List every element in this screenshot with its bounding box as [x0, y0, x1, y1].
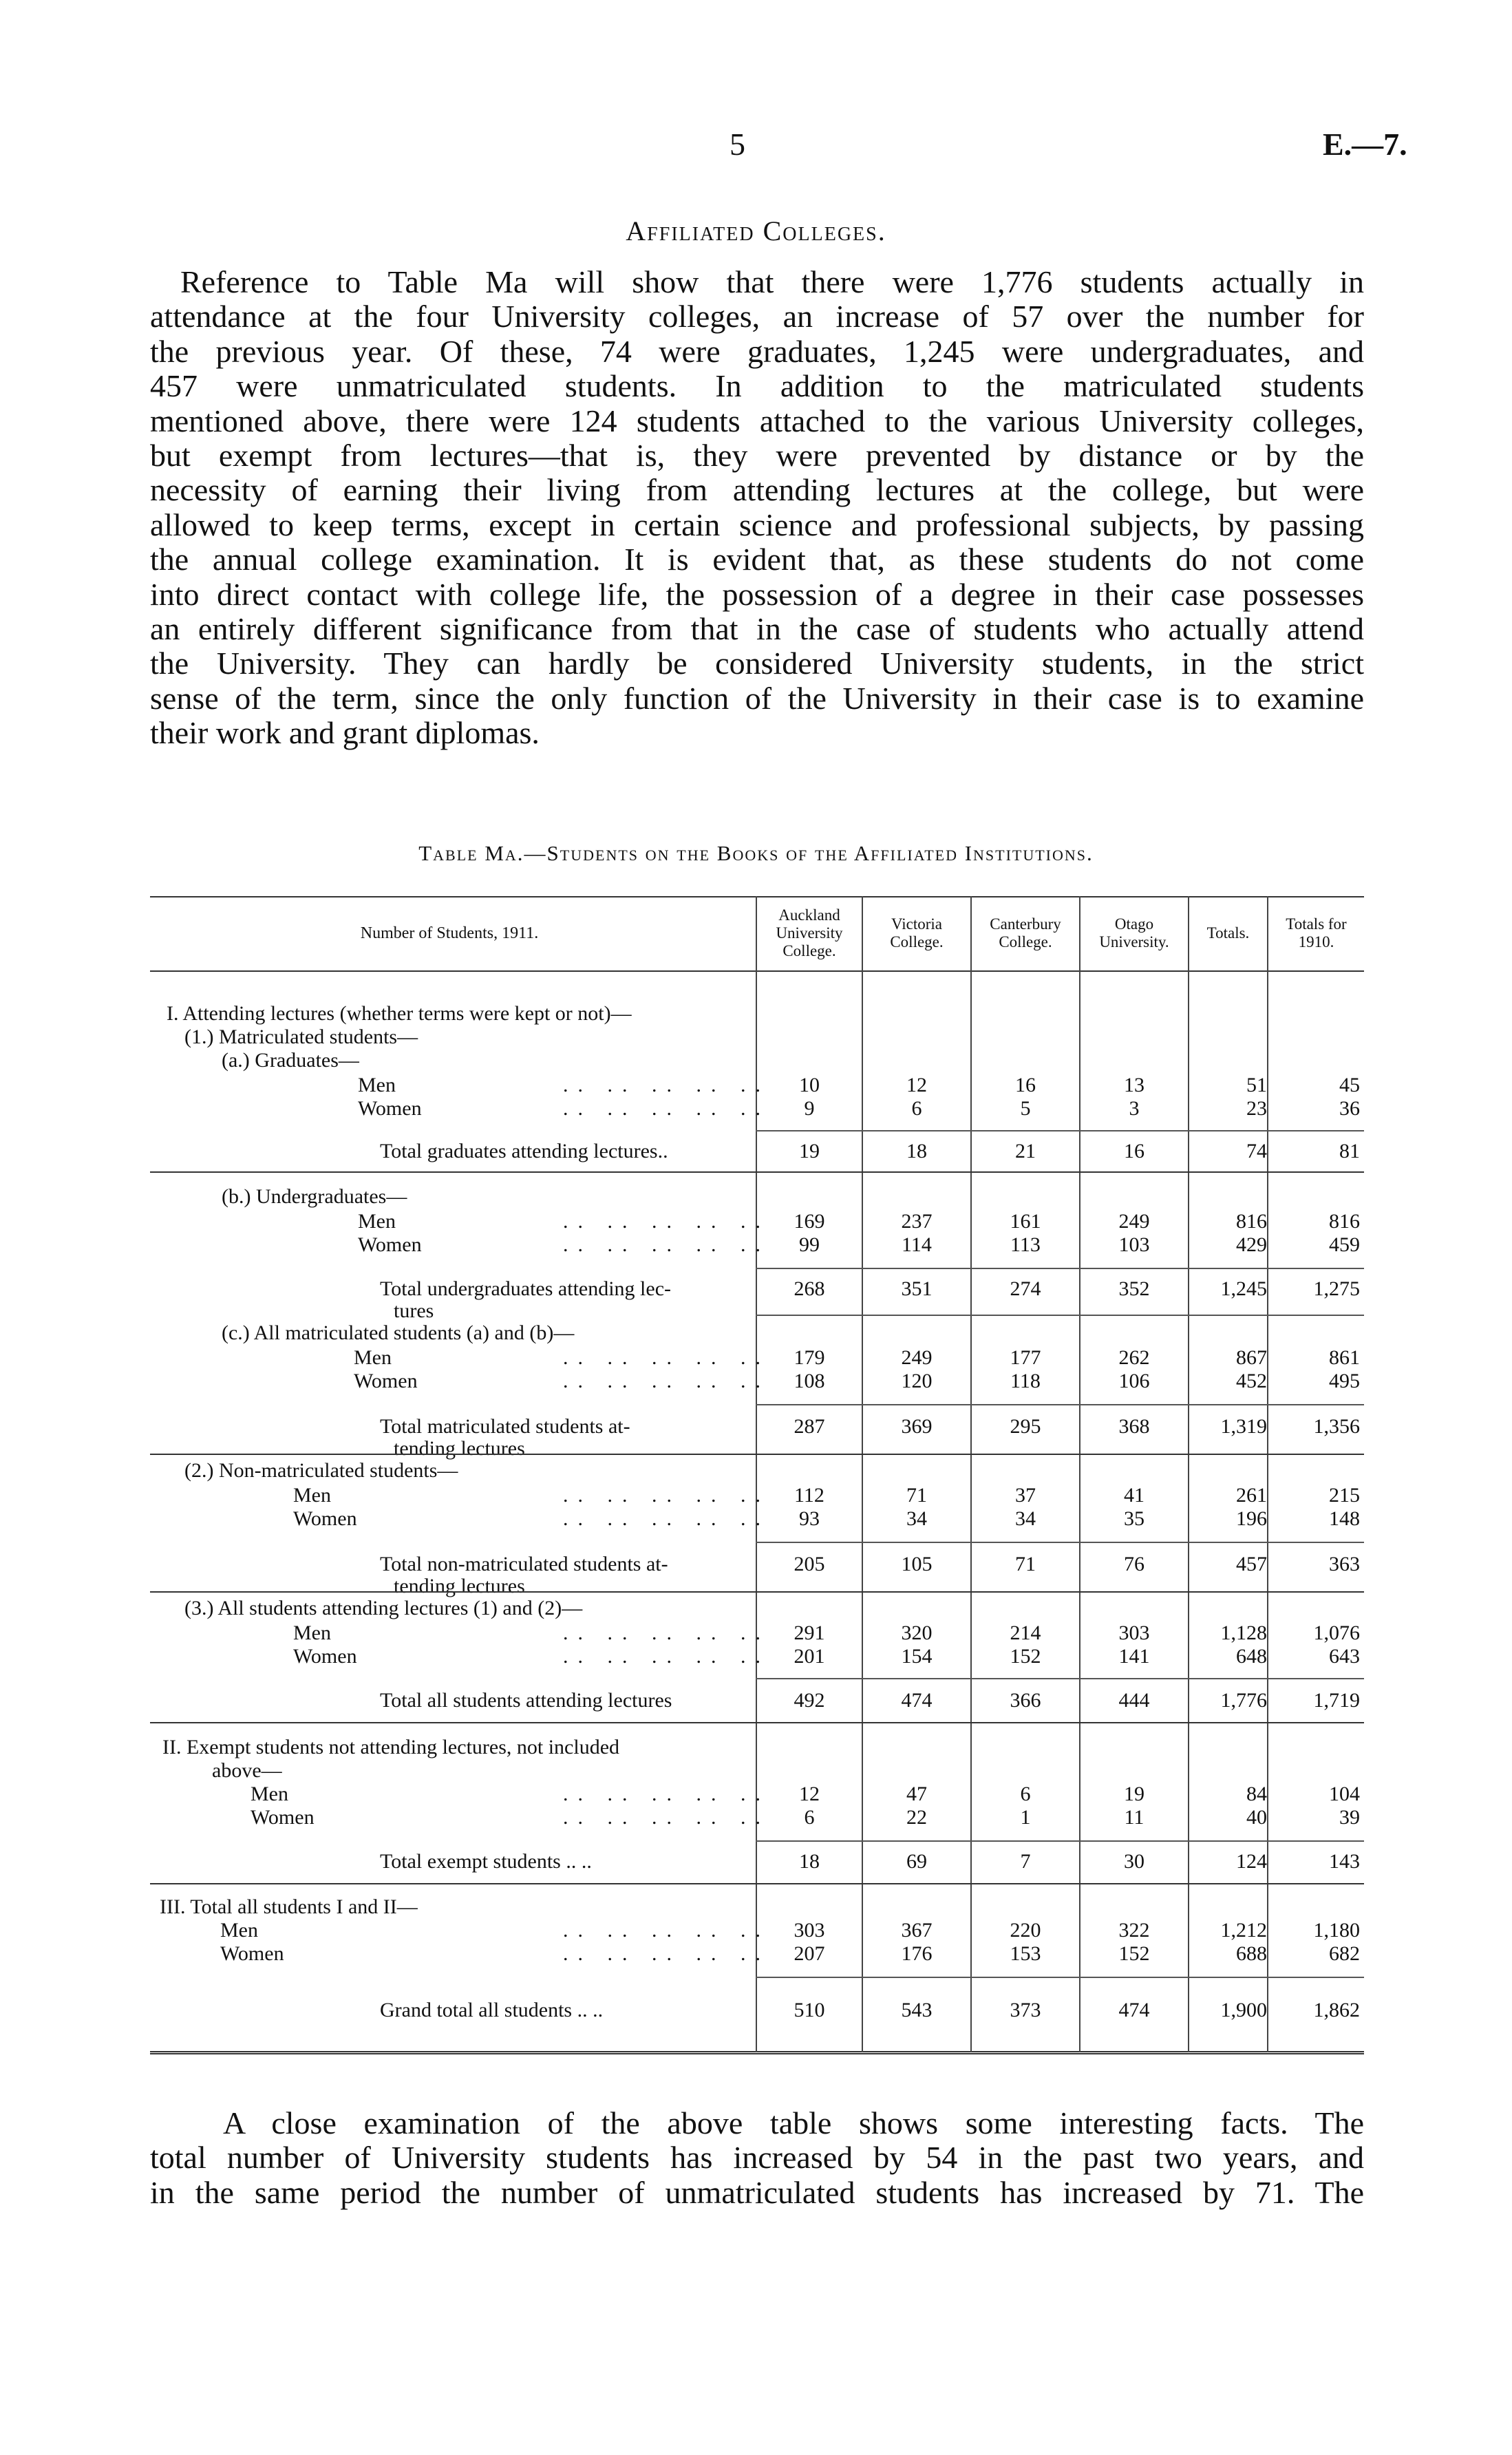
leader-dots: .. .. .. .. ..: [563, 1097, 770, 1120]
intro-line: 457 were unmatriculated students. In addition to the matriculated students: [150, 368, 1364, 404]
col-header-victoria: Victoria College.: [890, 915, 944, 950]
cell: 367: [901, 1919, 933, 1942]
cell: 369: [901, 1415, 933, 1438]
cell: 120: [901, 1370, 933, 1392]
section-label: (1.) Matriculated students—: [184, 1025, 418, 1048]
cell: 169: [794, 1210, 825, 1233]
cell: 1,212: [1220, 1919, 1267, 1942]
row-label: Men: [358, 1210, 396, 1233]
cell: 1,245: [1220, 1277, 1267, 1300]
cell: 105: [901, 1553, 933, 1575]
cell: 19: [1124, 1783, 1144, 1805]
row-label: Men: [293, 1484, 331, 1507]
cell: 474: [1118, 1999, 1150, 2021]
intro-line: their work and grant diplomas.: [150, 715, 540, 751]
cell: 303: [794, 1919, 825, 1942]
cell: 205: [794, 1553, 825, 1575]
row-label: Total non-matriculated students at-: [380, 1553, 668, 1575]
col-header-totals: Totals.: [1206, 924, 1250, 942]
cell: 35: [1124, 1507, 1144, 1530]
table-row: [150, 1074, 1364, 1097]
row-label-continued: tending lectures: [394, 1437, 525, 1460]
section-label: II. Exempt students not attending lectures, not included: [162, 1736, 620, 1758]
cell: 287: [794, 1415, 825, 1438]
cell: 74: [1246, 1140, 1267, 1162]
subtotal-rule: [756, 1840, 1364, 1842]
leader-dots: .. .. .. .. ..: [563, 1233, 770, 1256]
cell: 99: [799, 1233, 820, 1256]
leader-dots: .. .. .. .. ..: [563, 1507, 770, 1530]
table-row: [150, 1553, 1364, 1576]
subtotal-rule: [756, 1404, 1364, 1405]
cell: 152: [1010, 1645, 1041, 1668]
cell: 177: [1010, 1346, 1041, 1369]
cell: 6: [1020, 1783, 1031, 1805]
cell: 18: [906, 1140, 927, 1162]
row-label: Women: [358, 1233, 422, 1256]
table-row: [150, 1370, 1364, 1393]
col-header-canterbury: Canterbury College.: [990, 915, 1061, 950]
section-heading: Affiliated Colleges.: [626, 215, 886, 246]
cell: 153: [1010, 1942, 1041, 1965]
row-label: Women: [358, 1097, 422, 1120]
cell: 41: [1124, 1484, 1144, 1507]
cell: 237: [901, 1210, 933, 1233]
cell: 23: [1246, 1097, 1267, 1120]
cell: 351: [901, 1277, 933, 1300]
cell: 543: [901, 1999, 933, 2021]
outro-line: total number of University students has increased by 54 in the past two years, and: [150, 2140, 1364, 2176]
cell: 291: [794, 1622, 825, 1644]
cell: 39: [1339, 1806, 1360, 1829]
cell: 161: [1010, 1210, 1041, 1233]
intro-line: attendance at the four University colleges, an increase of 57 over the number for: [150, 299, 1364, 334]
col-header-otago: Otago University.: [1099, 915, 1169, 950]
cell: 688: [1236, 1942, 1267, 1965]
cell: 143: [1329, 1850, 1360, 1873]
intro-paragraph: [150, 265, 1364, 750]
cell: 366: [1010, 1689, 1041, 1712]
document-reference: E.—7.: [1323, 127, 1407, 162]
row-rule: [150, 1722, 1364, 1723]
cell: 47: [906, 1783, 927, 1805]
cell: 5: [1020, 1097, 1031, 1120]
cell: 363: [1329, 1553, 1360, 1575]
cell: 1,862: [1313, 1999, 1360, 2021]
cell: 106: [1118, 1370, 1150, 1392]
subtotal-rule: [756, 1268, 1364, 1269]
cell: 108: [794, 1370, 825, 1392]
cell: 10: [799, 1074, 820, 1096]
intro-line: necessity of earning their living from attending lectures at the college, but were: [150, 472, 1364, 508]
column-divider: [1267, 896, 1268, 2052]
column-divider: [862, 896, 863, 2052]
table-row: [150, 1415, 1364, 1438]
cell: 84: [1246, 1783, 1267, 1805]
section-label: I. Attending lectures (whether terms were kept or not)—: [167, 1002, 632, 1025]
intro-line: Reference to Table Ma will show that there were 1,776 students actually in: [180, 264, 1364, 299]
cell: 495: [1329, 1370, 1360, 1392]
header-rule: [150, 970, 1364, 972]
cell: 103: [1118, 1233, 1150, 1256]
cell: 682: [1329, 1942, 1360, 1965]
row-label-continued: tures: [394, 1299, 434, 1322]
cell: 249: [1118, 1210, 1150, 1233]
header-label: Number of Students, 1911.: [360, 924, 539, 942]
row-label: Women: [251, 1806, 315, 1829]
cell: 1,356: [1313, 1415, 1360, 1438]
cell: 22: [906, 1806, 927, 1829]
cell: 215: [1329, 1484, 1360, 1507]
cell: 9: [804, 1097, 815, 1120]
cell: 30: [1124, 1850, 1144, 1873]
table-row: [150, 1346, 1364, 1370]
cell: 3: [1129, 1097, 1140, 1120]
row-label: Total undergraduates attending lec-: [380, 1277, 672, 1300]
row-label: Women: [354, 1370, 418, 1392]
cell: 34: [906, 1507, 927, 1530]
cell: 12: [799, 1783, 820, 1805]
subtotal-rule: [756, 1678, 1364, 1679]
table-row: [150, 1140, 1364, 1163]
cell: 18: [799, 1850, 820, 1873]
table-rule-bottom: [150, 2051, 1364, 2054]
row-label: Total matriculated students at-: [380, 1415, 630, 1438]
students-table: [150, 896, 1364, 2056]
table-row: [150, 1507, 1364, 1531]
cell: 648: [1236, 1645, 1267, 1668]
cell: 37: [1015, 1484, 1036, 1507]
cell: 69: [906, 1850, 927, 1873]
leader-dots: .. .. .. .. ..: [563, 1806, 770, 1829]
cell: 40: [1246, 1806, 1267, 1829]
cell: 459: [1329, 1233, 1360, 1256]
cell: 176: [901, 1942, 933, 1965]
cell: 249: [901, 1346, 933, 1369]
intro-line: but exempt from lectures—that is, they were prevented by distance or by the: [150, 437, 1364, 473]
cell: 322: [1118, 1919, 1150, 1942]
row-label: Women: [220, 1942, 284, 1965]
column-divider: [1079, 896, 1080, 2052]
leader-dots: .. .. .. .. ..: [563, 1783, 770, 1805]
cell: 141: [1118, 1645, 1150, 1668]
row-label: Men: [220, 1919, 258, 1942]
row-label: Total graduates attending lectures..: [380, 1140, 668, 1162]
cell: 268: [794, 1277, 825, 1300]
intro-line: mentioned above, there were 124 students attached to the various University colleges,: [150, 403, 1364, 438]
cell: 373: [1010, 1999, 1041, 2021]
section-label: (3.) All students attending lectures (1) and (2)—: [184, 1597, 583, 1619]
cell: 118: [1010, 1370, 1041, 1392]
row-label: Men: [354, 1346, 392, 1369]
cell: 148: [1329, 1507, 1360, 1530]
row-rule: [150, 1171, 1364, 1173]
col-header-auckland: Auckland University College.: [776, 906, 843, 959]
table-row: [150, 1233, 1364, 1257]
cell: 152: [1118, 1942, 1150, 1965]
cell: 1,776: [1220, 1689, 1267, 1712]
table-row: [150, 1210, 1364, 1233]
leader-dots: .. .. .. .. ..: [563, 1919, 770, 1942]
cell: 71: [1015, 1553, 1036, 1575]
cell: 112: [794, 1484, 824, 1507]
cell: 303: [1118, 1622, 1150, 1644]
row-label-continued: tending lectures: [394, 1575, 525, 1597]
column-divider: [970, 896, 972, 2052]
page-number: 5: [730, 127, 745, 162]
table-row: [150, 1999, 1364, 2022]
cell: 429: [1236, 1233, 1267, 1256]
cell: 214: [1010, 1622, 1041, 1644]
table-row: [150, 1622, 1364, 1645]
leader-dots: .. .. .. .. ..: [563, 1346, 770, 1369]
table-row: [150, 1919, 1364, 1942]
section-label: III. Total all students I and II—: [160, 1895, 418, 1918]
subtotal-rule: [756, 1130, 1364, 1131]
row-label: Women: [293, 1507, 357, 1530]
cell: 368: [1118, 1415, 1150, 1438]
section-label: (b.) Undergraduates—: [222, 1185, 407, 1208]
subtotal-rule: [756, 1542, 1364, 1543]
outro-line: A close examination of the above table shows some interesting facts. The: [223, 2105, 1364, 2140]
row-label: Total exempt students .. ..: [380, 1850, 592, 1873]
cell: 861: [1329, 1346, 1360, 1369]
table-row: [150, 1645, 1364, 1668]
cell: 1,900: [1220, 1999, 1267, 2021]
cell: 81: [1339, 1140, 1360, 1162]
intro-line: the annual college examination. It is evident that, as these students do not come: [150, 542, 1364, 577]
cell: 154: [901, 1645, 933, 1668]
cell: 71: [906, 1484, 927, 1507]
row-label: Total all students attending lectures: [380, 1689, 672, 1712]
leader-dots: .. .. .. .. ..: [563, 1370, 770, 1392]
cell: 19: [799, 1140, 820, 1162]
cell: 6: [911, 1097, 922, 1120]
table-row: [150, 1850, 1364, 1873]
cell: 1,180: [1313, 1919, 1360, 1942]
leader-dots: .. .. .. .. ..: [563, 1074, 770, 1096]
cell: 114: [902, 1233, 932, 1256]
section-label: above—: [212, 1759, 282, 1782]
leader-dots: .. .. .. .. ..: [563, 1484, 770, 1507]
cell: 444: [1118, 1689, 1150, 1712]
section-label: (c.) All matriculated students (a) and (b)—: [222, 1321, 575, 1344]
table-row: [150, 1806, 1364, 1829]
leader-dots: .. .. .. .. ..: [563, 1210, 770, 1233]
cell: 11: [1124, 1806, 1144, 1829]
row-rule: [756, 1315, 1364, 1316]
intro-line: the University. They can hardly be considered University students, in the strict: [150, 646, 1364, 681]
row-rule: [150, 1454, 1364, 1455]
cell: 13: [1124, 1074, 1144, 1096]
row-label: Men: [358, 1074, 396, 1096]
cell: 16: [1124, 1140, 1144, 1162]
cell: 16: [1015, 1074, 1036, 1096]
cell: 179: [794, 1346, 825, 1369]
table-row: [150, 1097, 1364, 1120]
row-rule: [150, 1591, 1364, 1593]
cell: 352: [1118, 1277, 1150, 1300]
cell: 124: [1236, 1850, 1267, 1873]
section-label: (2.) Non-matriculated students—: [184, 1459, 458, 1482]
table-row: [150, 1484, 1364, 1507]
cell: 196: [1236, 1507, 1267, 1530]
cell: 201: [794, 1645, 825, 1668]
intro-line: sense of the term, since the only function of the University in their case is to examine: [150, 680, 1364, 716]
outro-line: in the same period the number of unmatriculated students has increased by 71. The: [150, 2174, 1364, 2210]
leader-dots: .. .. .. .. ..: [563, 1622, 770, 1644]
cell: 816: [1236, 1210, 1267, 1233]
cell: 474: [901, 1689, 933, 1712]
cell: 274: [1010, 1277, 1041, 1300]
table-row: [150, 1277, 1364, 1301]
cell: 261: [1236, 1484, 1267, 1507]
cell: 113: [1010, 1233, 1041, 1256]
intro-line: the previous year. Of these, 74 were graduates, 1,245 were undergraduates, and: [150, 333, 1364, 369]
cell: 12: [906, 1074, 927, 1096]
table-row: [150, 1689, 1364, 1712]
cell: 34: [1015, 1507, 1036, 1530]
leader-dots: .. .. .. .. ..: [563, 1645, 770, 1668]
cell: 6: [804, 1806, 815, 1829]
cell: 643: [1329, 1645, 1360, 1668]
cell: 452: [1236, 1370, 1267, 1392]
cell: 867: [1236, 1346, 1267, 1369]
row-label: Men: [251, 1783, 288, 1805]
section-label: (a.) Graduates—: [222, 1049, 359, 1072]
cell: 36: [1339, 1097, 1360, 1120]
cell: 320: [901, 1622, 933, 1644]
row-label: Grand total all students .. ..: [380, 1999, 604, 2021]
cell: 492: [794, 1689, 825, 1712]
column-divider: [1188, 896, 1189, 2052]
row-label: Women: [293, 1645, 357, 1668]
col-header-totals-1910: Totals for 1910.: [1286, 915, 1347, 950]
cell: 457: [1236, 1553, 1267, 1575]
cell: 1,719: [1313, 1689, 1360, 1712]
cell: 295: [1010, 1415, 1041, 1438]
cell: 93: [799, 1507, 820, 1530]
table-row: [150, 1942, 1364, 1966]
cell: 104: [1329, 1783, 1360, 1805]
cell: 1,319: [1220, 1415, 1267, 1438]
cell: 1,128: [1220, 1622, 1267, 1644]
row-label: Men: [293, 1622, 331, 1644]
table-row: [150, 1783, 1364, 1806]
subtotal-rule: [756, 1977, 1364, 1978]
intro-line: into direct contact with college life, the possession of a degree in their case possesses: [150, 576, 1364, 612]
closing-paragraph: [150, 2106, 1364, 2210]
table-caption: Table Ma.—Students on the Books of the Affiliated Institutions.: [418, 841, 1094, 865]
cell: 45: [1339, 1074, 1360, 1096]
cell: 51: [1246, 1074, 1267, 1096]
cell: 21: [1015, 1140, 1036, 1162]
intro-line: allowed to keep terms, except in certain science and professional subjects, by passing: [150, 507, 1364, 542]
cell: 1,076: [1313, 1622, 1360, 1644]
cell: 510: [794, 1999, 825, 2021]
cell: 7: [1020, 1850, 1031, 1873]
cell: 816: [1329, 1210, 1360, 1233]
table-rule-top: [150, 896, 1364, 897]
intro-line: an entirely different significance from that in the case of students who actually attend: [150, 610, 1364, 646]
cell: 1,275: [1313, 1277, 1360, 1300]
cell: 76: [1124, 1553, 1144, 1575]
cell: 220: [1010, 1919, 1041, 1942]
cell: 1: [1020, 1806, 1031, 1829]
row-rule: [150, 1883, 1364, 1884]
cell: 207: [794, 1942, 825, 1965]
leader-dots: .. .. .. .. ..: [563, 1942, 770, 1965]
cell: 262: [1118, 1346, 1150, 1369]
